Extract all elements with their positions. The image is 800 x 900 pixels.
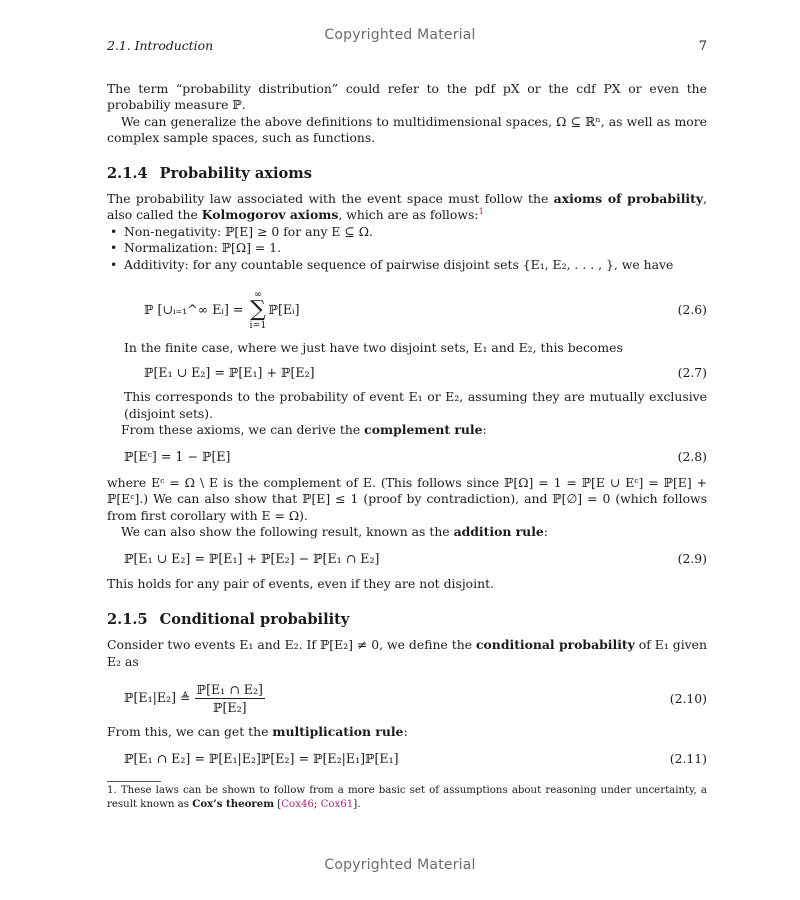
term-multiplication-rule: multiplication rule — [272, 723, 404, 739]
axioms-list — [107, 224, 707, 273]
axiom-additivity: • Additivity: for any countable sequence of pairwise disjoint sets {E₁, E₂, . . . , }, we have — [107, 257, 707, 273]
finite-case-paragraph: In the finite case, where we just have two disjoint sets, E₁ and E₂, this becomes — [124, 340, 623, 356]
page-number: 7 — [698, 39, 707, 54]
term-complement-rule: complement rule — [364, 422, 483, 438]
axiom-non-negativity: • Non-negativity: ℙ[E] ≥ 0 for any E ⊆ Ω. — [107, 224, 707, 240]
equation-2-7: ℙ[E₁ ∪ E₂] = ℙ[E₁] + ℙ[E₂] (2.7) — [144, 365, 707, 381]
term-axioms-of-probability: axioms of probability — [553, 191, 704, 207]
equation-number: (2.7) — [677, 365, 707, 381]
section-number: 2.1.4 — [107, 164, 148, 182]
watermark-top: Copyrighted Material — [324, 27, 476, 43]
section-title: Conditional probability — [159, 610, 350, 628]
addition-rule-note: This holds for any pair of events, even if they are not disjoint. — [107, 576, 494, 592]
footnote-link[interactable]: 1 — [478, 207, 484, 218]
mutually-exclusive-paragraph: This corresponds to the probability of event E₁ or E₂, assuming they are mutually exclusive (disjoint sets). — [124, 389, 707, 421]
citation-cox46[interactable]: Cox46 — [281, 798, 314, 810]
equation-number: (2.9) — [677, 551, 707, 567]
running-header — [107, 38, 707, 54]
equation-2-11: ℙ[E₁ ∩ E₂] = ℙ[E₁|E₂]ℙ[E₂] = ℙ[E₂|E₁]ℙ[E₁] (2.11) — [124, 751, 707, 767]
complement-rule-intro: From these axioms, we can derive the complement rule: — [121, 422, 487, 438]
equation-number: (2.6) — [677, 301, 707, 317]
axioms-intro: The probability law associated with the event space must follow the axioms of probability, also called the Kolmogorov axioms, which are as follows:$^1$ — [107, 191, 707, 223]
conditional-intro: Consider two events E₁ and E₂. If ℙ[E₂] ≠ 0, we define the conditional probability of E₁ given E₂ as — [107, 637, 707, 669]
equation-2-8: ℙ[Eᶜ] = 1 − ℙ[E] (2.8) — [124, 449, 707, 465]
footnote-rule — [107, 781, 161, 782]
summation-symbol: ∞ ∑ i=1 — [249, 288, 267, 332]
section-heading-axioms — [107, 166, 707, 182]
section-title: Probability axioms — [159, 164, 312, 182]
equation-number: (2.8) — [677, 449, 707, 465]
complement-explanation: where Eᶜ = Ω \ E is the complement of E. (This follows since ℙ[Ω] = 1 = ℙ[E ∪ Eᶜ] = ℙ[E] + ℙ[Eᶜ].) We can also show that ℙ[E] ≤ 1 (proof by contradiction), and ℙ[∅] = 0 (which follows from first corollary with E = Ω). — [107, 474, 707, 523]
page-body — [107, 38, 707, 812]
addition-rule-intro: We can also show the following result, known as the addition rule: — [121, 523, 548, 539]
equation-2-10: ℙ[E₁|E₂] ≜ $\frac{\text{ℙ[E₁ ∩ E₂]}}{\text{ℙ[E₂]}}$ (2.10) — [124, 682, 707, 716]
fraction: $\frac{\text{ℙ[E₁ ∩ E₂]}}{\text{ℙ[E₂]}}$ — [196, 682, 263, 716]
term-addition-rule: addition rule — [453, 523, 544, 539]
footnote: 1. These laws can be shown to follow from a more basic set of assumptions about reasoning under uncertainty, a result known as Cox’s theorem [Cox46; Cox61]. — [107, 785, 707, 810]
intro-paragraph-1: The term “probability distribution” could refer to the pdf pX or the cdf PX or even the probabiliy measure ℙ. — [107, 81, 707, 113]
equation-2-6: ℙ [∪ᵢ₌₁^∞ Eᵢ] = ∞ ∑ i=1 ℙ[Eᵢ] (2.6) — [144, 288, 707, 332]
running-head-title: 2.1. Introduction — [107, 38, 214, 53]
equation-2-9: ℙ[E₁ ∪ E₂] = ℙ[E₁] + ℙ[E₂] − ℙ[E₁ ∩ E₂] (2.9) — [124, 551, 707, 567]
term-coxs-theorem: Cox’s theorem — [192, 797, 275, 810]
section-number: 2.1.5 — [107, 610, 148, 628]
equation-number: (2.10) — [669, 690, 707, 706]
multiplication-rule-intro: From this, we can get the multiplication rule: — [107, 723, 408, 739]
equation-number: (2.11) — [669, 751, 707, 767]
section-heading-conditional — [107, 612, 707, 628]
term-kolmogorov-axioms: Kolmogorov axioms — [201, 207, 339, 223]
citation-cox61[interactable]: Cox61 — [320, 798, 354, 810]
intro-paragraph-2: We can generalize the above definitions to multidimensional spaces, Ω ⊆ ℝⁿ, as well as more complex sample spaces, such as functions. — [107, 113, 707, 146]
axiom-normalization: • Normalization: ℙ[Ω] = 1. — [107, 240, 707, 256]
watermark-bottom: Copyrighted Material — [324, 857, 476, 873]
term-conditional-probability: conditional probability — [476, 637, 635, 653]
